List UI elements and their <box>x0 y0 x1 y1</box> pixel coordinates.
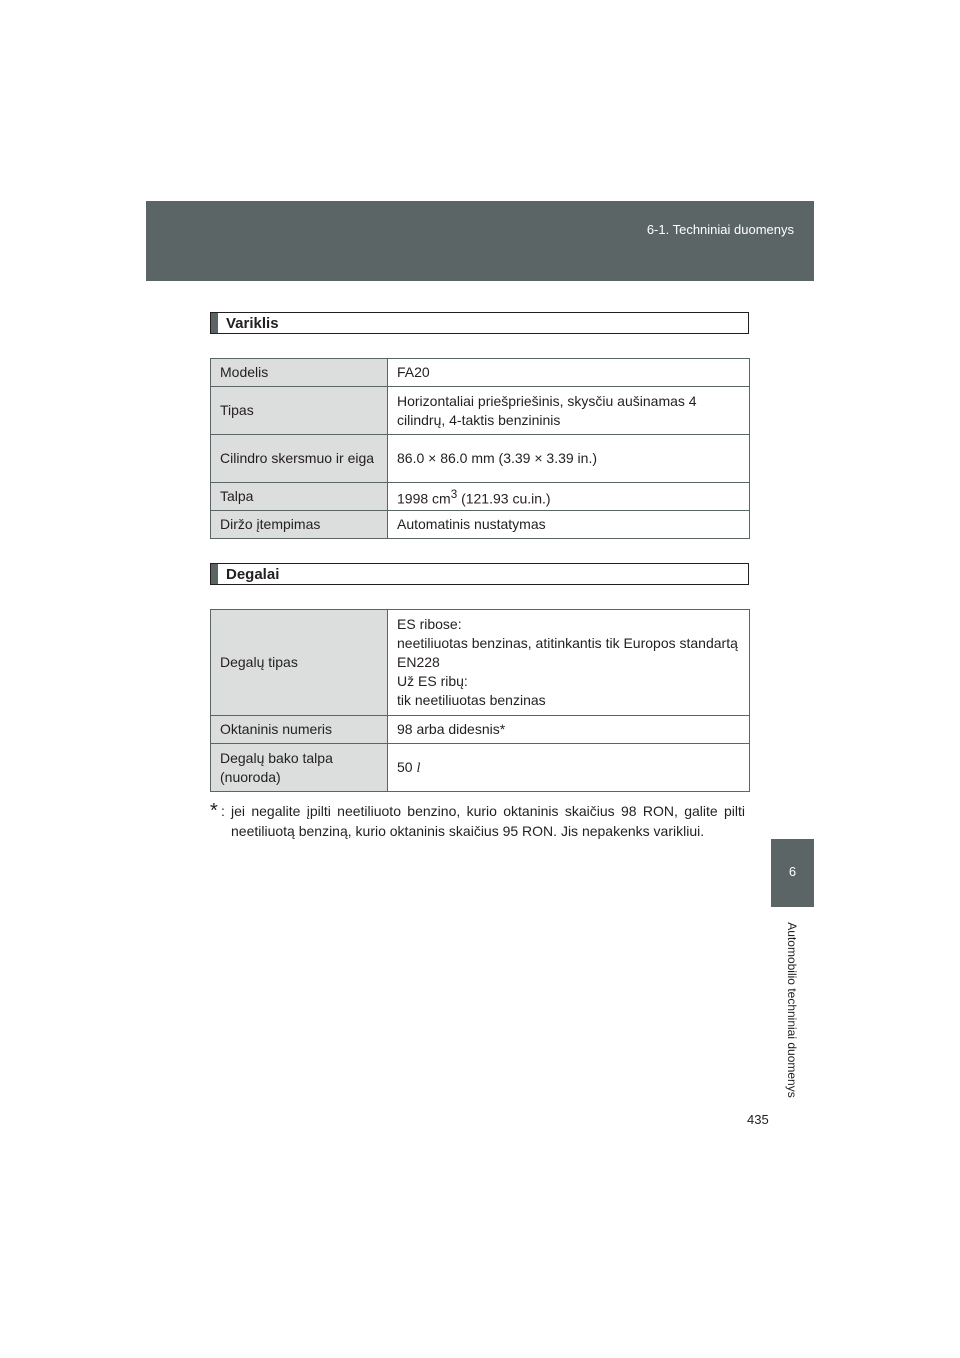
row-label: Degalų tipas <box>211 610 388 716</box>
table-row <box>211 387 750 435</box>
fuel-section-header <box>210 563 749 585</box>
displacement-superscript: 3 <box>450 487 458 501</box>
row-value <box>388 483 750 511</box>
capacity-number: 50 <box>397 758 417 775</box>
displacement-value: 1998 cm <box>397 490 451 507</box>
section-marker <box>211 313 218 333</box>
section-title: 6-1. Techniniai duomenys <box>646 222 794 237</box>
value-line: tik neetiliuotas benzinas <box>397 692 546 708</box>
row-label: Talpa <box>211 483 388 511</box>
chapter-label: Automobilio techniniai duomenys <box>785 922 799 1098</box>
table-row <box>211 744 750 792</box>
footnote-colon: : <box>221 803 225 819</box>
table-row <box>211 359 750 387</box>
table-row <box>211 716 750 744</box>
row-value <box>388 610 750 716</box>
row-label: Cilindro skersmuo ir eiga <box>211 435 388 483</box>
table-row <box>211 435 750 483</box>
table-row <box>211 610 750 716</box>
displacement-imperial: (121.93 cu.in.) <box>457 490 551 507</box>
footnote-marker: * <box>210 800 218 822</box>
row-value <box>388 744 750 792</box>
row-value: 86.0 × 86.0 mm (3.39 × 3.39 in.) <box>388 435 750 483</box>
capacity-unit: l <box>416 760 421 776</box>
table-row <box>211 511 750 539</box>
row-label: Oktaninis numeris <box>211 716 388 744</box>
footnote-text: jei negalite įpilti neetiliuoto benzino, kurio oktaninis skaičius 98 RON, galite pilti neetiliuotą benziną, kurio oktaninis skaičius 95 RON. Jis nepakenks varikliui. <box>231 803 745 839</box>
section-marker <box>211 564 218 584</box>
value-line: Už ES ribų: <box>397 673 468 689</box>
fuel-section-title: Degalai <box>226 566 280 583</box>
chapter-number: 6 <box>788 864 797 879</box>
row-value: Horizontaliai priešpriešinis, skysčiu aušinamas 4 cilindrų, 4-taktis benzininis <box>388 387 750 435</box>
footnote <box>210 801 745 841</box>
row-label: Diržo įtempimas <box>211 511 388 539</box>
row-value: 98 arba didesnis* <box>388 716 750 744</box>
row-label: Tipas <box>211 387 388 435</box>
section-header-bar <box>146 201 814 281</box>
engine-section-header <box>210 312 749 334</box>
value-line: ES ribose: <box>397 616 462 632</box>
engine-spec-table <box>210 358 750 539</box>
page-number: 435 <box>747 1112 769 1127</box>
row-label: Modelis <box>211 359 388 387</box>
row-value: Automatinis nustatymas <box>388 511 750 539</box>
engine-section-title: Variklis <box>226 315 279 332</box>
row-value: FA20 <box>388 359 750 387</box>
row-label: Degalų bako talpa (nuoroda) <box>211 744 388 792</box>
table-row <box>211 483 750 511</box>
value-line: neetiliuotas benzinas, atitinkantis tik Europos standartą EN228 <box>397 635 738 670</box>
fuel-spec-table <box>210 609 750 792</box>
chapter-tab <box>771 839 814 907</box>
